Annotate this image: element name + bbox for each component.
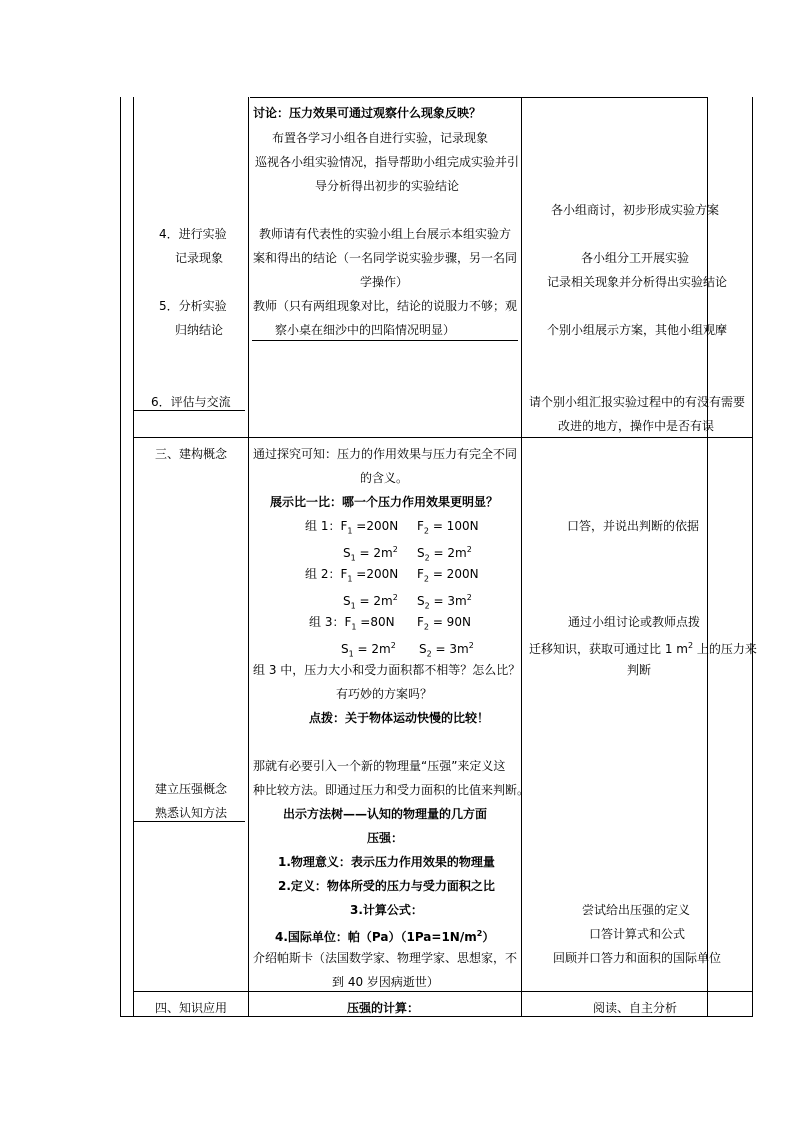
group-1-s2: $S_2 = 2m^2$ (417, 545, 472, 563)
step-5-sublabel: 归纳结论 (175, 323, 224, 337)
row-divider-4 (133, 991, 753, 992)
concept-label-b: 熟悉认知方法 (155, 806, 228, 820)
pressure-heading: 压强： (367, 831, 404, 845)
discussion-question: 讨论：压力效果可通过观察什么现象反映？ (253, 106, 482, 120)
teacher-text-5: 案和得出的结论（一名同学说实验步骤，另一名同 (253, 251, 518, 265)
teacher-text-8: 察小桌在细沙中的凹陷情况明显） (275, 323, 456, 337)
pascal-intro-1: 介绍帕斯卡（法国数学家、物理学家、思想家，不 (253, 951, 518, 965)
student-answer-3: 迁移知识，获取可通过比 1 $m^2$ 上的压力来 (529, 641, 757, 656)
pressure-intro-1: 那就有必要引入一个新的物理量“压强”来定义这 (253, 759, 506, 773)
underline-teacher-note (252, 340, 518, 341)
underline-item6 (133, 410, 245, 411)
step-5-label: 5．分析实验 (159, 299, 227, 313)
table-border-left-outer (120, 97, 121, 1017)
physical-meaning: 1.物理意义：表示压力作用效果的物理量 (278, 855, 495, 869)
student-activity-4: 个别小组展示方案，其他小组观摩 (547, 323, 728, 337)
step-4-sublabel: 记录现象 (175, 251, 224, 265)
teacher-text-3: 导分析得出初步的实验结论 (315, 179, 460, 193)
student-answer-7: 回顾并口答力和面积的国际单位 (553, 951, 722, 965)
student-activity-2: 各小组分工开展实验 (581, 251, 690, 265)
formula-heading: 3.计算公式： (350, 903, 423, 917)
clever-plan-question: 有巧妙的方案吗？ (336, 687, 433, 701)
group-1-f1: 组 1：$F_1 =200N$ (305, 519, 399, 536)
table-border-right-outer (752, 97, 753, 1017)
teacher-text-4: 教师请有代表性的实验小组上台展示本组实验方 (259, 227, 512, 241)
column-divider-1 (248, 97, 249, 1017)
section-4-title: 四、知识应用 (155, 1001, 228, 1015)
teacher-text-1: 布置各学习小组各自进行实验，记录现象 (272, 131, 489, 145)
pressure-calc-title: 压强的计算： (347, 1001, 420, 1015)
step-4-label: 4．进行实验 (159, 227, 227, 241)
student-activity-6: 改进的地方，操作中是否有误 (558, 419, 715, 433)
teacher-hint: 点拨：关于物体运动快慢的比较！ (309, 711, 490, 725)
student-answer-2: 通过小组讨论或教师点拨 (568, 615, 701, 629)
table-top-line (250, 97, 708, 98)
student-activity-3: 记录相关现象并分析得出实验结论 (547, 275, 728, 289)
student-activity-5: 请个别小组汇报实验过程中的有没有需要 (529, 395, 746, 409)
teacher-text-7: 教师（只有两组现象对比，结论的说服力不够；观 (253, 299, 518, 313)
table-border-right (707, 97, 708, 1017)
compare-title: 展示比一比：哪一个压力作用效果更明显？ (270, 495, 499, 509)
teacher-text-2: 巡视各小组实验情况，指导帮助小组完成实验并引 (255, 155, 520, 169)
si-unit: 4.国际单位：帕$(Pa)(1Pa=1N/m^2)$ (275, 929, 495, 944)
group-2-s1: $S_1 = 2m^2$ (343, 593, 398, 611)
student-answer-5: 尝试给出压强的定义 (582, 903, 691, 917)
method-tree-title: 出示方法树——认知的物理量的几方面 (283, 807, 488, 821)
column-divider-2 (521, 97, 522, 1017)
table-bottom-line (120, 1016, 753, 1017)
group-1-s1: $S_1 = 2m^2$ (343, 545, 398, 563)
definition: 2.定义：物体所受的压力与受力面积之比 (278, 879, 495, 893)
group-3-f2: $F_2 = 90N$ (417, 615, 471, 632)
group-1-f2: $F_2 = 100N$ (417, 519, 479, 536)
inquiry-summary-2: 的含义。 (360, 471, 409, 485)
teacher-text-6: 学操作） (360, 275, 409, 289)
group-3-question: 组 3 中，压力大小和受力面积都不相等？怎么比？ (253, 663, 521, 677)
step-6-label: 6．评估与交流 (151, 395, 231, 409)
row-divider-3 (133, 437, 753, 438)
pascal-intro-2: 到 40 岁因病逝世） (332, 975, 439, 989)
group-3-f1: 组 3：$F_1 =80N$ (309, 615, 395, 632)
student-answer-1: 口答，并说出判断的依据 (567, 519, 700, 533)
section-3-title: 三、建构概念 (155, 447, 228, 461)
student-answer-4: 判断 (627, 663, 652, 677)
group-2-f2: $F_2 = 200N$ (417, 567, 479, 584)
pressure-intro-2: 种比较方法。即通过压力和受力面积的比值来判断。 (253, 783, 530, 797)
group-3-s1: $S_1 = 2m^2$ (341, 641, 396, 659)
inquiry-summary-1: 通过探究可知：压力的作用效果与压力有完全不同 (253, 447, 518, 461)
student-answer-6: 口答计算式和公式 (589, 927, 686, 941)
group-2-f1: 组 2：$F_1 =200N$ (305, 567, 399, 584)
group-2-s2: $S_2 = 3m^2$ (417, 593, 472, 611)
concept-label-a: 建立压强概念 (155, 782, 228, 796)
underline-concept (133, 821, 245, 822)
group-3-s2: $S_2 = 3m^2$ (419, 641, 474, 659)
student-answer-8: 阅读、自主分析 (593, 1001, 678, 1015)
table-border-left (133, 97, 134, 1017)
student-activity-1: 各小组商讨，初步形成实验方案 (551, 203, 720, 217)
